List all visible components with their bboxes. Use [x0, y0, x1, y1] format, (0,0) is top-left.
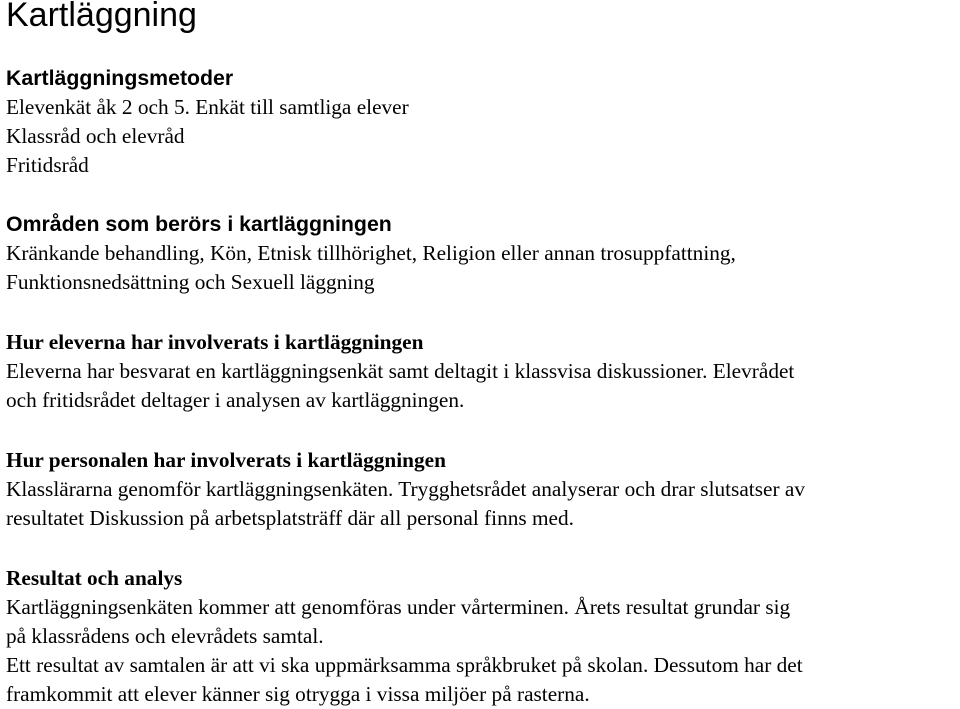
section-kartlaggningsmetoder: [6, 64, 409, 180]
section-line: Ett resultat av samtalen är att vi ska uppmärksamma språkbruket på skolan. Dessutom har det: [6, 653, 803, 677]
section-line: Kränkande behandling, Kön, Etnisk tillhörighet, Religion eller annan trosuppfattning,: [6, 241, 736, 265]
section-line: Eleverna har besvarat en kartläggningsenkät samt deltagit i klassvisa diskussioner. Elevrådet: [6, 359, 795, 383]
page-title: Kartläggning: [6, 0, 197, 34]
section-line: Funktionsnedsättning och Sexuell läggning: [6, 270, 375, 294]
section-heading: Hur eleverna har involverats i kartläggningen: [6, 330, 424, 354]
section-heading: Kartläggningsmetoder: [6, 66, 234, 90]
section-line: Elevenkät åk 2 och 5. Enkät till samtliga elever: [6, 95, 409, 119]
section-line: resultatet Diskussion på arbetsplatsträff där all personal finns med.: [6, 506, 574, 530]
section-line: och fritidsrådet deltager i analysen av kartläggningen.: [6, 388, 465, 412]
section-resultat-och-analys: [6, 564, 803, 709]
section-line: Fritidsråd: [6, 153, 89, 177]
section-personal-involverad: [6, 446, 805, 533]
section-heading: Områden som berörs i kartläggningen: [6, 212, 392, 236]
section-line: Klasslärarna genomför kartläggningsenkäten. Trygghetsrådet analyserar och drar slutsatser av: [6, 477, 805, 501]
section-heading: Resultat och analys: [6, 566, 183, 590]
section-elever-involverade: [6, 328, 794, 415]
section-omraden: [6, 210, 736, 297]
section-line: Kartläggningsenkäten kommer att genomföras under vårterminen. Årets resultat grundar sig: [6, 595, 791, 619]
section-line: på klassrådens och elevrådets samtal.: [6, 624, 324, 648]
section-line: framkommit att elever känner sig otrygga i vissa miljöer på rasterna.: [6, 682, 590, 706]
section-line: Klassråd och elevråd: [6, 124, 185, 148]
document-page: [6, 0, 956, 706]
section-heading: Hur personalen har involverats i kartläggningen: [6, 448, 446, 472]
